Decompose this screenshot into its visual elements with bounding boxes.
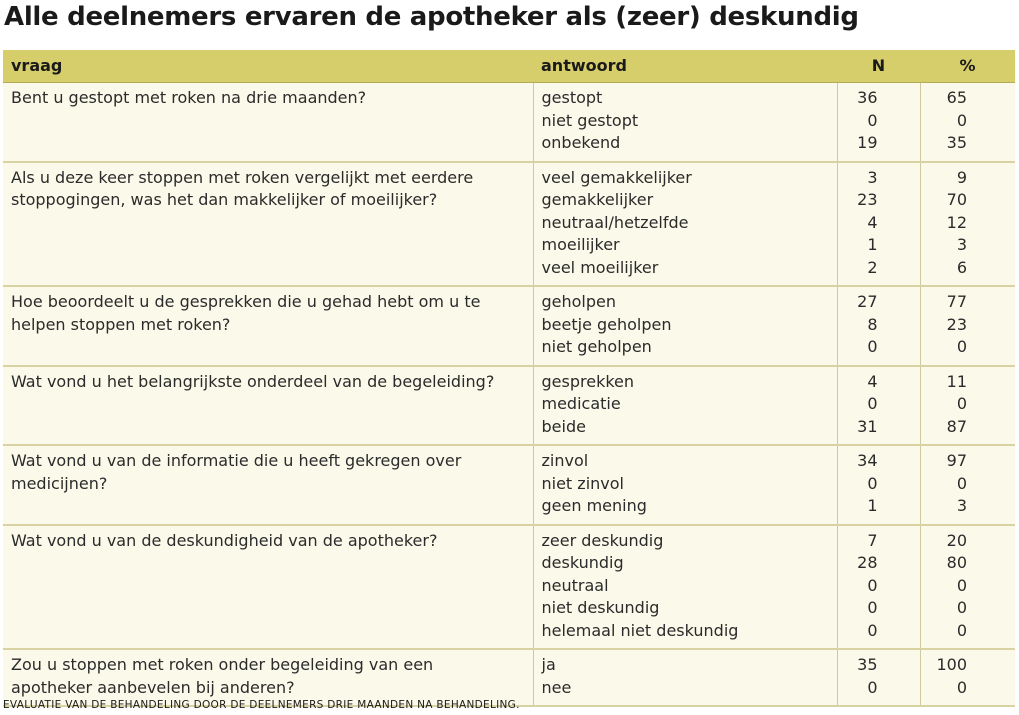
- percent-value: 0: [956, 394, 967, 413]
- column-header-n: N: [837, 50, 920, 83]
- percent-value: 65: [946, 88, 967, 107]
- count-value: 4: [867, 371, 878, 391]
- percent-cell: [920, 525, 1015, 650]
- percent-value: 0: [956, 110, 967, 130]
- percent-value: 0: [956, 575, 967, 595]
- percent-value: 6: [956, 257, 967, 277]
- count-value: 0: [867, 337, 878, 356]
- answer-value: medicatie: [541, 394, 621, 413]
- percent-cell: [920, 286, 1015, 366]
- count-value: 7: [867, 530, 878, 550]
- percent-cell: [920, 83, 1015, 162]
- answer-value: niet geholpen: [541, 337, 652, 356]
- question-cell: Bent u gestopt met roken na drie maanden?: [3, 83, 533, 162]
- percent-value: 100: [936, 655, 967, 674]
- count-value: 0: [867, 598, 878, 617]
- answer-value: nee: [541, 677, 572, 697]
- percent-value: 0: [956, 473, 967, 493]
- percent-value: 0: [956, 677, 967, 697]
- table-row: [3, 366, 1015, 446]
- percent-value: 0: [956, 598, 967, 617]
- count-value: 28: [857, 553, 878, 572]
- count-value: 19: [857, 133, 878, 152]
- column-header-answer: antwoord: [533, 50, 837, 83]
- results-table: [3, 50, 1015, 707]
- percent-value: 3: [956, 496, 967, 515]
- count-cell: [837, 162, 920, 287]
- percent-value: 0: [956, 337, 967, 356]
- percent-value: 0: [956, 620, 967, 640]
- count-cell: [837, 525, 920, 650]
- count-value: 1: [867, 235, 878, 254]
- count-value: 34: [857, 451, 878, 470]
- percent-value: 9: [956, 167, 967, 187]
- column-header-percent: %: [920, 50, 1015, 83]
- count-cell: [837, 649, 920, 706]
- answer-cell: [533, 445, 837, 525]
- answer-cell: [533, 162, 837, 287]
- answer-value: gemakkelijker: [541, 190, 654, 209]
- percent-cell: [920, 162, 1015, 287]
- percent-value: 3: [956, 235, 967, 254]
- percent-value: 23: [946, 314, 967, 334]
- count-value: 35: [857, 655, 878, 674]
- answer-value: niet deskundig: [541, 598, 660, 617]
- answer-value: veel gemakkelijker: [541, 167, 692, 187]
- question-cell: Hoe beoordeelt u de gesprekken die u gehad hebt om u te helpen stoppen met roken?: [3, 286, 533, 366]
- count-cell: [837, 366, 920, 446]
- table-row: [3, 162, 1015, 287]
- question-cell: Als u deze keer stoppen met roken vergelijkt met eerdere stoppogingen, was het dan makkelijker of moeilijker?: [3, 162, 533, 287]
- answer-value: niet gestopt: [541, 110, 639, 130]
- answer-cell: [533, 525, 837, 650]
- question-cell: Wat vond u het belangrijkste onderdeel van de begeleiding?: [3, 366, 533, 446]
- answer-value: geholpen: [541, 292, 617, 311]
- count-cell: [837, 286, 920, 366]
- footnote: EVALUATIE VAN DE BEHANDELING DOOR DE DEELNEMERS DRIE MAANDEN NA BEHANDELING.: [3, 699, 520, 711]
- count-value: 4: [867, 212, 878, 232]
- answer-cell: [533, 286, 837, 366]
- percent-value: 87: [946, 416, 967, 436]
- percent-cell: [920, 649, 1015, 706]
- percent-cell: [920, 366, 1015, 446]
- percent-value: 12: [946, 212, 967, 232]
- page-title: Alle deelnemers ervaren de apotheker als (zeer) deskundig: [4, 2, 859, 32]
- percent-value: 80: [946, 553, 967, 572]
- table-row: [3, 445, 1015, 525]
- table-header-row: [3, 50, 1015, 83]
- answer-value: beide: [541, 416, 586, 436]
- count-value: 0: [867, 394, 878, 413]
- count-value: 36: [857, 88, 878, 107]
- percent-value: 70: [946, 190, 967, 209]
- answer-value: geen mening: [541, 496, 647, 515]
- answer-value: zeer deskundig: [541, 530, 664, 550]
- answer-value: ja: [541, 655, 556, 674]
- answer-value: onbekend: [541, 133, 621, 152]
- count-cell: [837, 83, 920, 162]
- count-value: 23: [857, 190, 878, 209]
- table-row: [3, 649, 1015, 706]
- column-header-question: vraag: [3, 50, 533, 83]
- count-value: 2: [867, 257, 878, 277]
- percent-value: 77: [946, 292, 967, 311]
- question-cell: Wat vond u van de informatie die u heeft gekregen over medicijnen?: [3, 445, 533, 525]
- count-value: 0: [867, 110, 878, 130]
- count-value: 1: [867, 496, 878, 515]
- count-value: 0: [867, 620, 878, 640]
- percent-cell: [920, 445, 1015, 525]
- answer-value: veel moeilijker: [541, 257, 659, 277]
- count-value: 27: [857, 292, 878, 311]
- table-row: [3, 525, 1015, 650]
- answer-value: gestopt: [541, 88, 603, 107]
- percent-value: 11: [946, 371, 967, 391]
- answer-value: zinvol: [541, 451, 589, 470]
- percent-value: 97: [946, 451, 967, 470]
- count-value: 31: [857, 416, 878, 436]
- count-value: 8: [867, 314, 878, 334]
- answer-value: neutraal: [541, 575, 609, 595]
- answer-value: helemaal niet deskundig: [541, 620, 739, 640]
- count-cell: [837, 445, 920, 525]
- table-body: [3, 83, 1015, 707]
- table-row: [3, 286, 1015, 366]
- answer-value: deskundig: [541, 553, 624, 572]
- count-value: 0: [867, 473, 878, 493]
- percent-value: 20: [946, 530, 967, 550]
- table-row: [3, 83, 1015, 162]
- question-cell: Zou u stoppen met roken onder begeleiding van een apotheker aanbevelen bij anderen?: [3, 649, 533, 706]
- answer-value: moeilijker: [541, 235, 620, 254]
- answer-value: neutraal/hetzelfde: [541, 212, 689, 232]
- question-cell: Wat vond u van de deskundigheid van de apotheker?: [3, 525, 533, 650]
- count-value: 0: [867, 677, 878, 697]
- answer-cell: [533, 649, 837, 706]
- answer-value: beetje geholpen: [541, 314, 672, 334]
- count-value: 0: [867, 575, 878, 595]
- answer-value: gesprekken: [541, 371, 635, 391]
- answer-cell: [533, 83, 837, 162]
- count-value: 3: [867, 167, 878, 187]
- percent-value: 35: [946, 133, 967, 152]
- answer-value: niet zinvol: [541, 473, 624, 493]
- answer-cell: [533, 366, 837, 446]
